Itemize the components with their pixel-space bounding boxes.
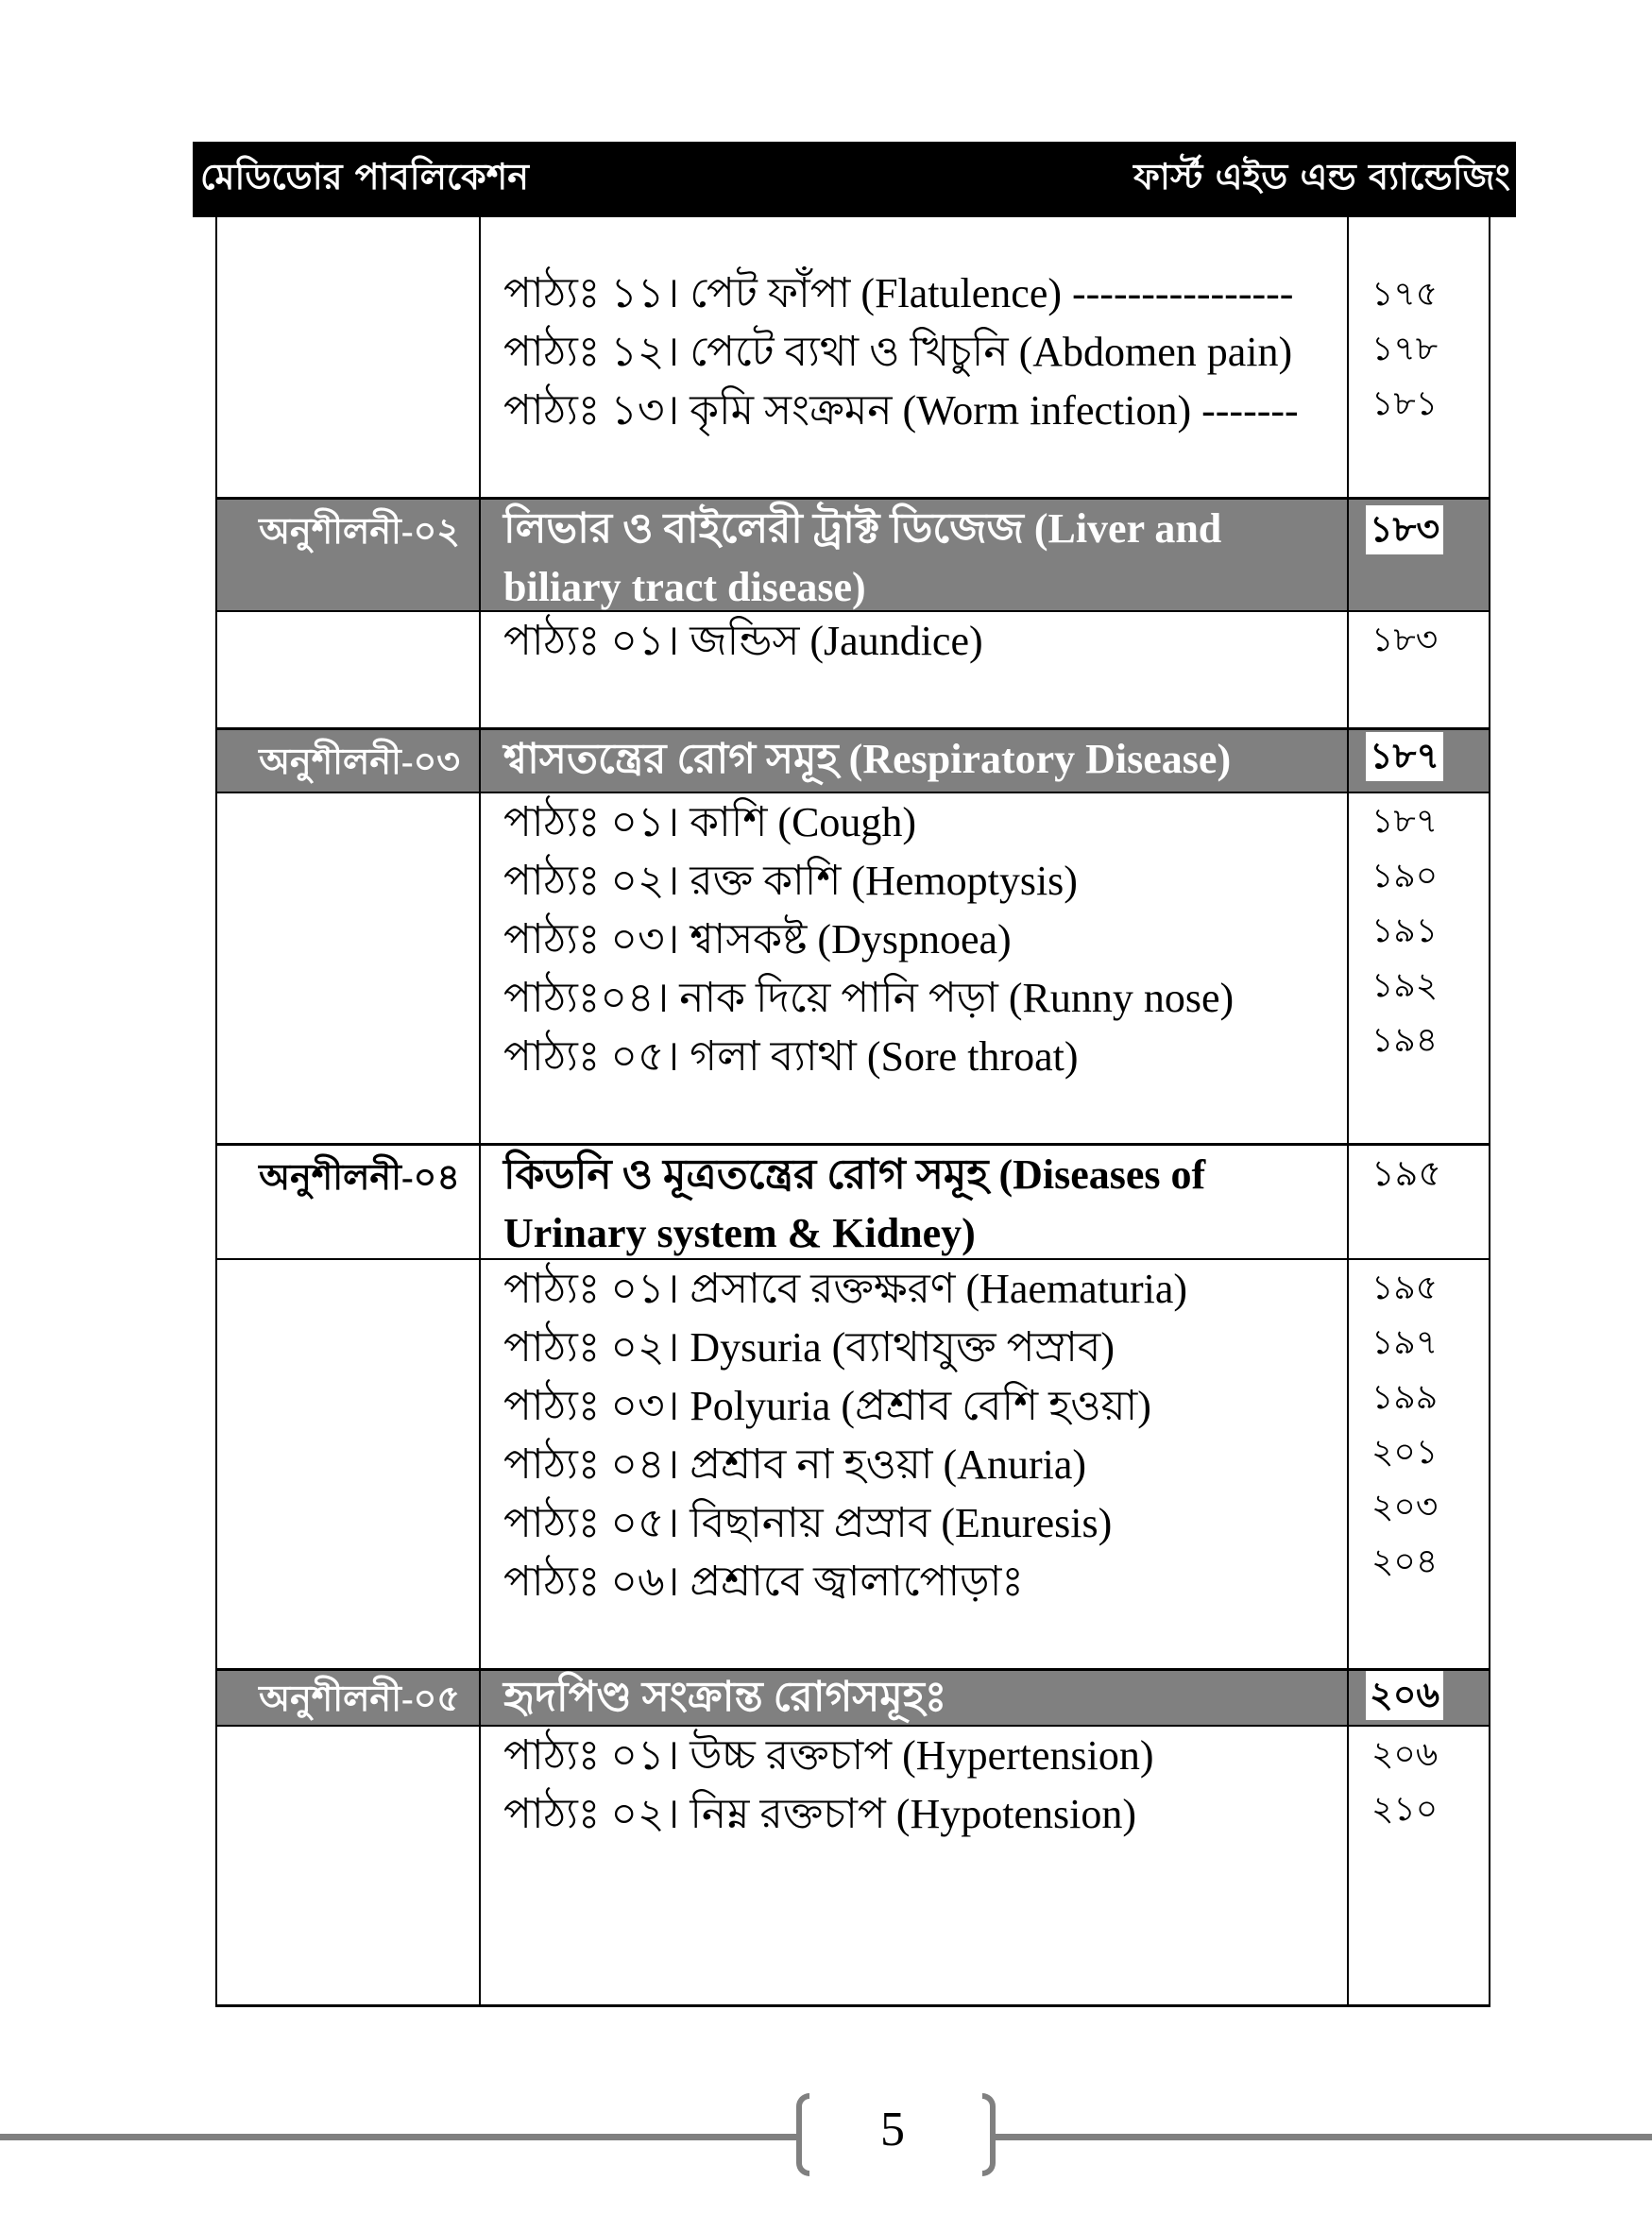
book-title: ফার্স্ট এইড এন্ড ব্যান্ডেজিং xyxy=(1133,156,1510,197)
section-page: ১৮৭ xyxy=(1366,732,1443,781)
lesson-page: ২০১ xyxy=(1371,1433,1439,1471)
left-bracket-icon xyxy=(796,2093,809,2176)
lesson-item[interactable]: পাঠ্যঃ ০৩। Polyuria (প্রশ্রাব বেশি হওয়া) xyxy=(503,1383,1151,1429)
lesson-item[interactable]: পাঠ্যঃ ১৩। কৃমি সংক্রমন (Worm infection) ------- xyxy=(503,387,1299,434)
section-2-lessons xyxy=(215,612,1490,727)
lesson-list xyxy=(481,217,1349,497)
lesson-page: ১৯৪ xyxy=(1371,1021,1439,1059)
footer-rule-left xyxy=(0,2134,798,2140)
lesson-page: ১৯৫ xyxy=(1371,1269,1439,1306)
section-header-2[interactable] xyxy=(215,497,1490,612)
lesson-item[interactable]: পাঠ্যঃ ০৩। শ্বাসকষ্ট (Dyspnoea) xyxy=(503,916,1012,963)
page-number: 5 xyxy=(880,2103,905,2156)
running-header xyxy=(193,142,1516,217)
lesson-page: ১৭৮ xyxy=(1371,330,1439,367)
lesson-item[interactable]: পাঠ্যঃ ০২। নিম্ন রক্তচাপ (Hypotension) xyxy=(503,1791,1136,1837)
lesson-item[interactable]: পাঠ্যঃ০৪। নাক দিয়ে পানি পড়া (Runny nose) xyxy=(503,975,1235,1021)
lesson-page: ১৮৩ xyxy=(1371,621,1439,658)
lesson-page: ১৯১ xyxy=(1371,912,1439,949)
section-page: ১৯৫ xyxy=(1371,1154,1441,1194)
section-label: অনুশীলনী-০৫ xyxy=(215,1671,481,1725)
section-page: ১৮৩ xyxy=(1366,505,1443,554)
section-title: কিডনি ও মূত্রতন্ত্রের রোগ সমূহ (Diseases of Urinary system & Kidney) xyxy=(481,1146,1349,1258)
section-header-3[interactable] xyxy=(215,727,1490,793)
section-title: শ্বাসতন্ত্রের রোগ সমূহ (Respiratory Disease) xyxy=(481,730,1349,792)
lesson-page: ১৮১ xyxy=(1371,384,1439,422)
lesson-item[interactable]: পাঠ্যঃ ০৪। প্রশ্রাব না হওয়া (Anuria) xyxy=(503,1441,1087,1488)
lesson-page: ১৮৭ xyxy=(1371,802,1439,840)
page-list xyxy=(1349,217,1490,497)
lesson-page: ১৯০ xyxy=(1371,857,1439,895)
lesson-item[interactable]: পাঠ্যঃ ১১। পেট ফাঁপা (Flatulence) ---------------- xyxy=(503,270,1294,316)
section-5-lessons xyxy=(215,1727,1490,2007)
lesson-item[interactable]: পাঠ্যঃ ০১। উচ্চ রক্তচাপ (Hypertension) xyxy=(503,1732,1154,1779)
section-label: অনুশীলনী-০২ xyxy=(215,500,481,610)
section-1-lessons xyxy=(215,217,1490,497)
section-page: ২০৬ xyxy=(1366,1671,1443,1720)
publisher-name: মেডিডোর পাবলিকেশন xyxy=(200,156,529,197)
section-4-lessons xyxy=(215,1260,1490,1668)
lesson-page: ২০৬ xyxy=(1371,1735,1439,1773)
lesson-item[interactable]: পাঠ্যঃ ০২। Dysuria (ব্যাথাযুক্ত পস্রাব) xyxy=(503,1324,1116,1371)
lesson-item[interactable]: পাঠ্যঃ ০১। কাশি (Cough) xyxy=(503,799,917,845)
section-3-lessons xyxy=(215,793,1490,1143)
lesson-page: ২১০ xyxy=(1371,1790,1439,1828)
lesson-page: ১৯২ xyxy=(1371,966,1439,1004)
lesson-page: ২০৩ xyxy=(1371,1488,1439,1525)
section-title: লিভার ও বাইলেরী ট্রাক্ট ডিজেজ (Liver and biliary tract disease) xyxy=(481,500,1349,610)
lesson-item[interactable]: পাঠ্যঃ ০১। জন্ডিস (Jaundice) xyxy=(503,618,983,664)
lesson-item[interactable]: পাঠ্যঃ ০২। রক্ত কাশি (Hemoptysis) xyxy=(503,858,1078,904)
lesson-item[interactable]: পাঠ্যঃ ০৫। বিছানায় প্রস্রাব (Enuresis) xyxy=(503,1500,1113,1546)
lesson-item[interactable]: পাঠ্যঃ ০১। প্রসাবে রক্তক্ষরণ (Haematuria) xyxy=(503,1266,1188,1312)
lesson-item[interactable]: পাঠ্যঃ ১২। পেটে ব্যথা ও খিচুনি (Abdomen pain) xyxy=(503,329,1293,375)
lesson-page: ২০৪ xyxy=(1371,1542,1439,1580)
lesson-item[interactable]: পাঠ্যঃ ০৫। গলা ব্যাথা (Sore throat) xyxy=(503,1033,1079,1080)
lesson-page: ১৯৭ xyxy=(1371,1323,1439,1361)
lesson-page: ১৭৫ xyxy=(1371,275,1439,313)
section-header-5[interactable] xyxy=(215,1668,1490,1727)
section-header-4[interactable] xyxy=(215,1143,1490,1260)
section-label: অনুশীলনী-০৩ xyxy=(215,730,481,792)
section-label: অনুশীলনী-০৪ xyxy=(215,1146,481,1258)
section-label-cell xyxy=(215,217,481,497)
table-of-contents xyxy=(215,217,1490,2007)
right-bracket-icon xyxy=(982,2093,996,2176)
lesson-page: ১৯৯ xyxy=(1371,1378,1439,1416)
footer-rule-right xyxy=(996,2134,1652,2140)
lesson-item[interactable]: পাঠ্যঃ ০৬। প্রশ্রাবে জ্বালাপোড়াঃ xyxy=(503,1559,1024,1605)
section-title: হৃদপিণ্ড সংক্রান্ত রোগসমূহঃ xyxy=(481,1671,1349,1725)
